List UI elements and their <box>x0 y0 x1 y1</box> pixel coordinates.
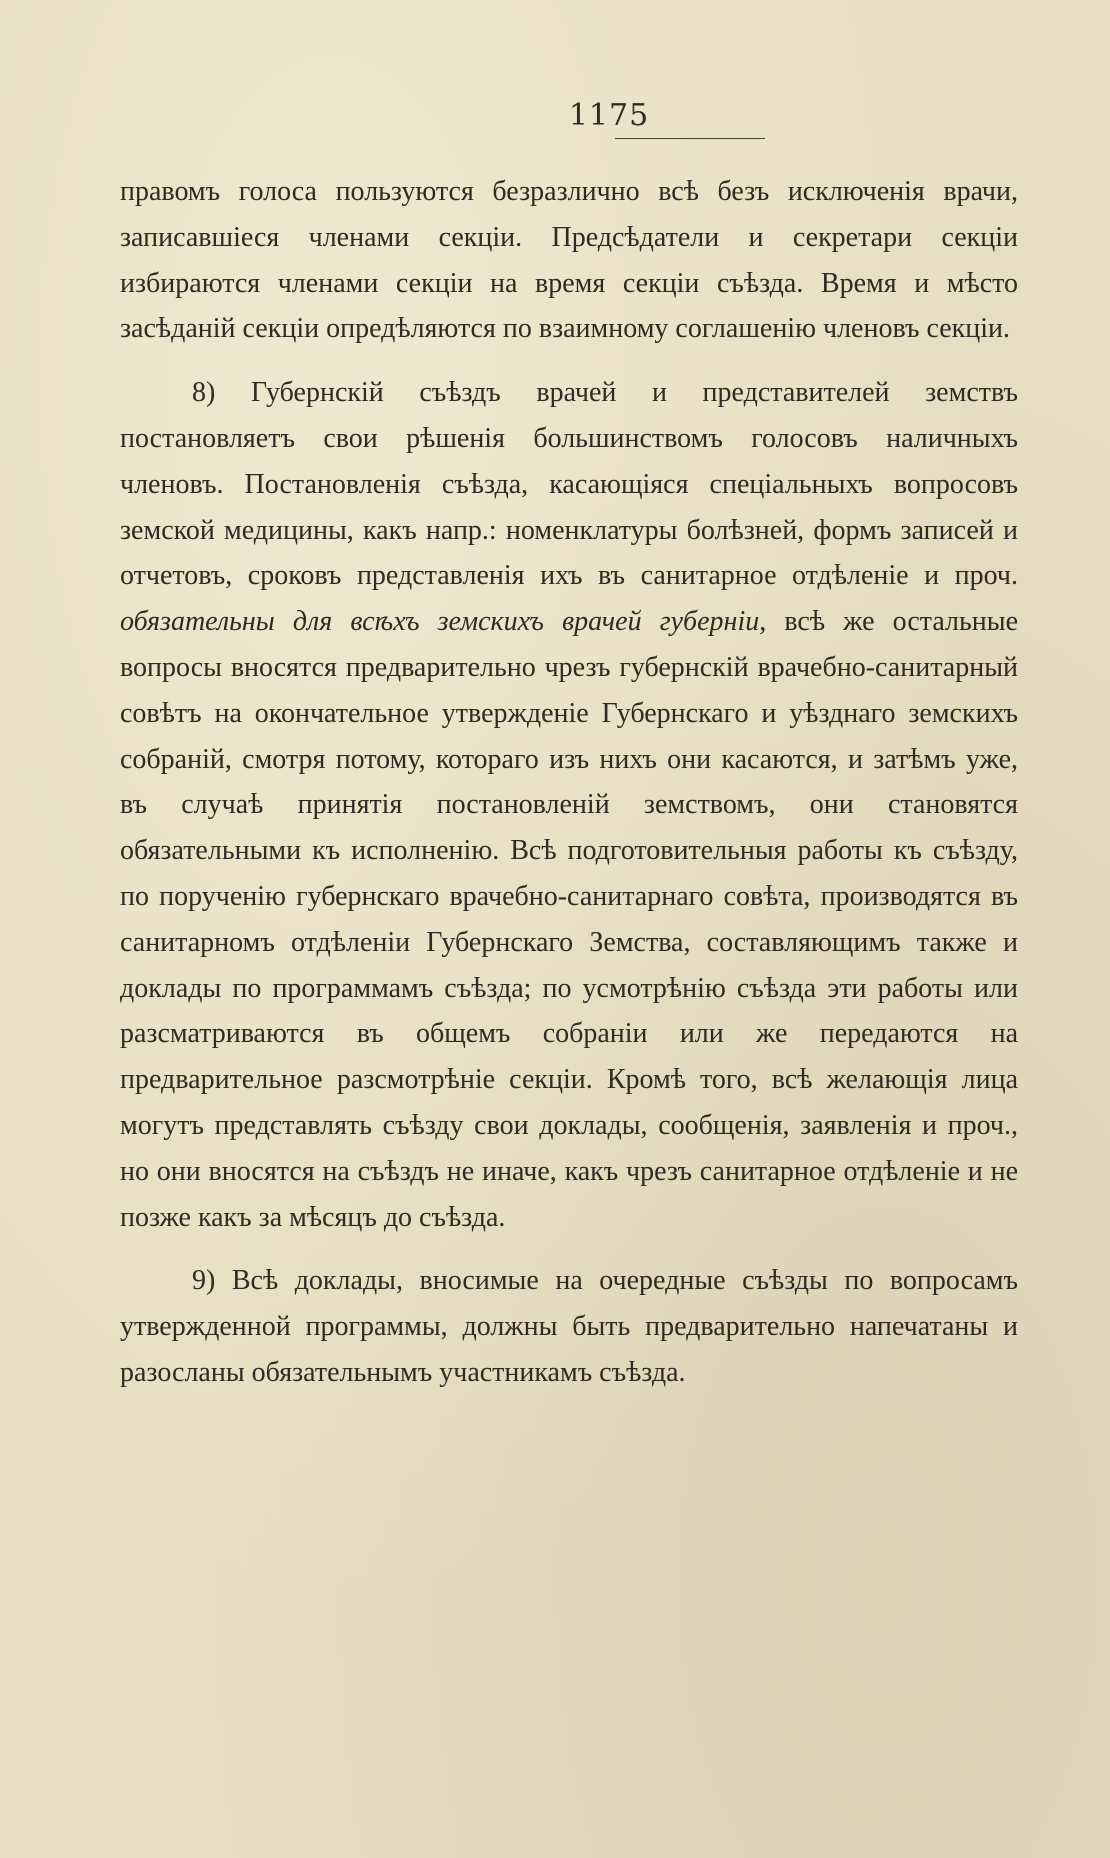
paragraph-2-text-after: всѣ же остальные вопросы вносятся предварительно чрезъ губернскій врачебно-санитарный совѣтъ на окончательное утвержденіе Губернскаго и уѣзднаго земскихъ собраній, смотря потому, котораго изъ нихъ они касаются, и затѣмъ уже, въ случаѣ принятія постановленій земствомъ, они становятся обязательными къ исполненію. Всѣ подготовительныя работы къ съѣзду, по порученію губернскаго врачебно-санитарнаго совѣта, производятся въ санитарномъ отдѣленіи Губернскаго Земства, составляющимъ также и доклады по программамъ съѣзда; по усмотрѣнію съѣзда эти работы или разсматриваются въ общемъ собраніи или же передаются на предварительное разсмотрѣніе секціи. Кромѣ того, всѣ желающія лица могутъ представлять съѣзду свои доклады, сообщенія, заявленія и проч., но они вносятся на съѣздъ не иначе, какъ чрезъ санитарное отдѣленіе и не позже какъ за мѣсяцъ до съѣзда. <box>120 606 1019 1233</box>
paragraph-3: 9) Всѣ доклады, вносимые на очередные съѣзды по вопросамъ утвержденной программы, должны быть предварительно напечатаны и разосланы обязательнымъ участникамъ съѣзда. <box>120 1265 1018 1388</box>
body-text <box>120 169 1018 1396</box>
page-number: 1175 <box>568 98 650 133</box>
paragraph-2 <box>120 370 1018 1240</box>
paragraph-1: правомъ голоса пользуются безразлично всѣ безъ исключенія врачи, записавшіеся членами секціи. Предсѣдатели и секретари секціи избираются членами секціи на время секціи съѣзда. Время и мѣсто засѣданій секціи опредѣляются по взаимному соглашенію членовъ секціи. <box>120 176 1018 345</box>
paragraph-2-emphasis: обязательны для всѣхъ земскихъ врачей губерніи, <box>120 606 767 638</box>
header-rule <box>615 138 765 139</box>
paragraph-2-text-before: 8) Губернскій съѣздъ врачей и представителей земствъ постановляетъ свои рѣшенія большинствомъ голосовъ наличныхъ членовъ. Постановленія съѣзда, касающіяся спеціальныхъ вопросовъ земской медицины, какъ напр.: номенклатуры болѣзней, формъ записей и отчетовъ, сроковъ представленія ихъ въ санитарное отдѣленіе и проч. <box>120 377 1018 592</box>
